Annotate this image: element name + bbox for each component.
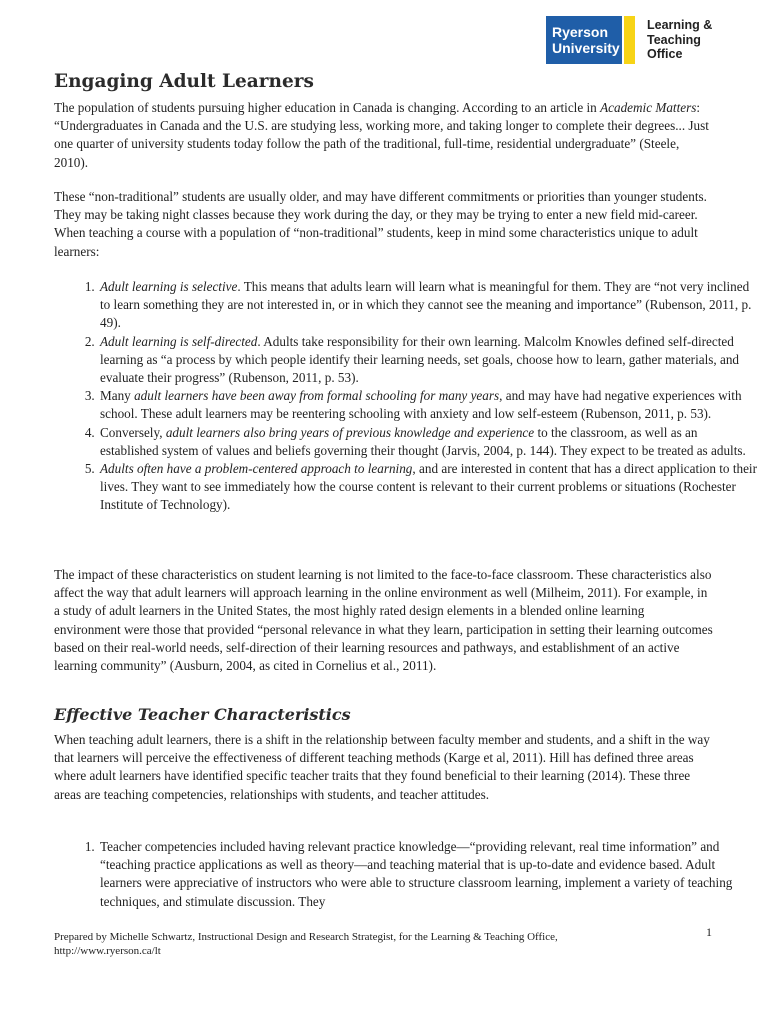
footer-url-link[interactable]: http://www.ryerson.ca/lt (54, 945, 161, 957)
learning-teaching-office-label (647, 18, 712, 62)
intro-p1-text-a: The population of students pursuing higher education in Canada is changing. According to an article in (54, 100, 601, 115)
logo-office-line1: Learning & (647, 18, 713, 33)
list-item: 4. Conversely, adult learners also bring years of previous knowledge and experience to the classroom, as well as an established system of values and beliefs governing their thought (Jarvis, 2004, p. 144). They expect to be treated as adults. (98, 424, 758, 460)
teacher-characteristics-paragraph: When teaching adult learners, there is a shift in the relationship between faculty member and students, and a shift in the way that learners will perceive the effectiveness of different teaching methods (Karge et al, 2011). Hill has defined three areas where adult learners have identified specific teacher traits that they found beneficial to their learning (2014). These three areas are teaching competencies, relationships with students, and teacher attitudes. (54, 732, 710, 802)
section-heading-teacher-characteristics: Effective Teacher Characteristics (54, 705, 351, 724)
impact-paragraph: The impact of these characteristics on student learning is not limited to the face-to-face classroom. These characteristics also affect the way that adult learners will approach learning in the online environment as well (Milheim, 2011). For example, in a study of adult learners in the United States, the most highly rated design elements in a blended online learning environment were those that provided “personal relevance in what they learn, participation in setting their learning outcomes based on their real-world needs, self-direction of their learning resources and pathways, and establishment of an active learning community” (Ausburn, 2004, as cited in Cornelius et al., 2011). (54, 567, 713, 674)
intro-p1-text-b: : “Undergraduates in Canada and the U.S. are studying less, working more, and taking longer to complete their degrees... Just one quarter of university students today follow the path of the traditional, full-time, residential undergraduate” (Steele, 2010). (54, 100, 709, 170)
list-item: 1. Teacher competencies included having relevant practice knowledge—“providing relevant, real time information” and “teaching practice applications as well as theory—and teaching material that is up-to-date and evidence based. Adult learners were appreciative of instructors who were able to structure classroom learning, implement a variety of teaching techniques, and stimulate discussion. They (98, 838, 758, 911)
adult-learner-characteristics-list (54, 278, 758, 515)
logo-office-line3: Office (647, 47, 683, 62)
page-number: 1 (706, 925, 712, 939)
teacher-traits-list (54, 838, 758, 911)
logo-yellow-bar (624, 16, 635, 64)
logo-university-line2: University (552, 40, 620, 56)
intro-p1-publication: Academic Matters (600, 100, 697, 115)
list-item: 3. Many adult learners have been away from formal schooling for many years, and may have had negative experiences with school. These adult learners may be reentering schooling with anxiety and low self-esteem (Rubenson, 2011, p. 53). (98, 387, 758, 423)
ryerson-logo (546, 16, 712, 64)
list-item: 2. Adult learning is self-directed. Adults take responsibility for their own learning. Malcolm Knowles defined self-directed learning as “a process by which people identify their learning needs, set goals, choose how to learn, gather materials, and evaluate their progress” (Rubenson, 2011, p. 53). (98, 333, 758, 388)
intro-paragraph-2: These “non-traditional” students are usually older, and may have different commitments or priorities than younger students. They may be taking night classes because they work during the day, or they may be trying to enter a new field mid-career. When teaching a course with a population of “non-traditional” students, keep in mind some characteristics unique to adult learners: (54, 189, 707, 259)
footer (54, 930, 674, 958)
page-title: Engaging Adult Learners (54, 71, 314, 92)
footer-credit: Prepared by Michelle Schwartz, Instructional Design and Research Strategist, for the Learning & Teaching Office, (54, 931, 558, 943)
logo-office-line2: Teaching (647, 32, 701, 47)
intro-paragraph-1 (54, 99, 714, 172)
ryerson-university-wordmark (546, 16, 622, 64)
list-item: 1. Adult learning is selective. This means that adults learn will learn what is meaningful for them. They are “not very inclined to learn something they are not interested in, or in which they cannot see the meaning and importance” (Rubenson, 2011, p. 49). (98, 278, 758, 333)
list-item: 5. Adults often have a problem-centered approach to learning, and are interested in content that has a direct application to their lives. They want to see immediately how the course content is relevant to their current problems or situations (Rochester Institute of Technology). (98, 460, 758, 515)
logo-university-line1: Ryerson (552, 24, 609, 40)
